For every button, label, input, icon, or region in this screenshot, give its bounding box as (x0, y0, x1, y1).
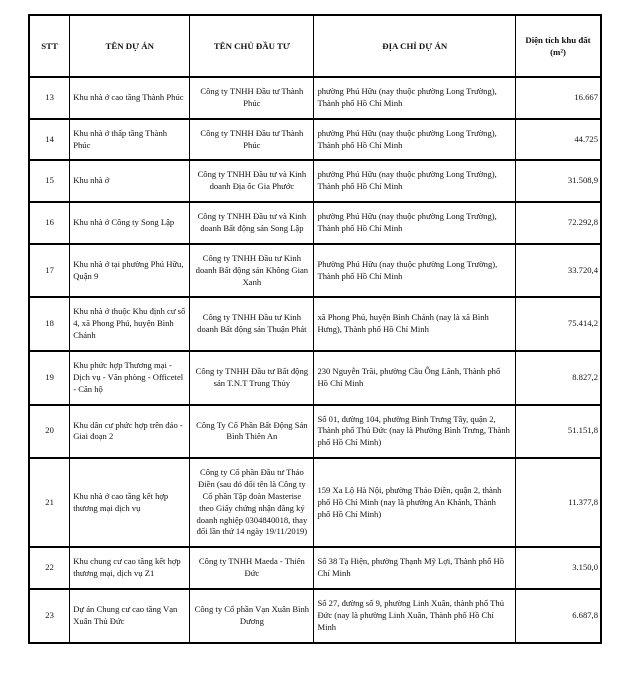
header-area: Diện tích khu đất (m²) (515, 15, 601, 77)
cell-project: Khu nhà ở (70, 160, 190, 202)
table-row (29, 160, 601, 202)
cell-address: phường Phú Hữu (nay thuộc phường Long Trường), Thành phố Hồ Chí Minh (314, 77, 516, 119)
table-body (29, 77, 601, 643)
cell-address: 230 Nguyễn Trãi, phường Cầu Ông Lãnh, Thành phố Hồ Chí Minh (314, 351, 516, 405)
cell-stt: 16 (29, 202, 70, 244)
table-row (29, 351, 601, 405)
table-row (29, 458, 601, 547)
cell-stt: 22 (29, 547, 70, 589)
cell-stt: 19 (29, 351, 70, 405)
cell-project: Khu phức hợp Thương mại - Dịch vụ - Văn phòng - Officetel - Căn hộ (70, 351, 190, 405)
table-row (29, 119, 601, 161)
cell-stt: 13 (29, 77, 70, 119)
cell-stt: 20 (29, 405, 70, 459)
cell-stt: 17 (29, 244, 70, 298)
cell-area: 44.725 (515, 119, 601, 161)
cell-investor: Công ty TNHH Đầu tư Kinh doanh Bất động sản Thuận Phát (190, 297, 314, 351)
cell-area: 72.292,8 (515, 202, 601, 244)
table-row (29, 202, 601, 244)
cell-investor: Công ty TNHH Maeda - Thiên Đức (190, 547, 314, 589)
projects-table (28, 14, 602, 644)
cell-project: Khu chung cư cao tầng kết hợp thương mại, dịch vụ Z1 (70, 547, 190, 589)
cell-area: 6.687,8 (515, 589, 601, 643)
cell-investor: Công ty TNHH Đầu tư và Kinh doanh Địa ốc Gia Phước (190, 160, 314, 202)
cell-investor: Công ty TNHH Đầu tư Thành Phúc (190, 77, 314, 119)
cell-investor: Công ty Cổ phần Đầu tư Thảo Điền (sau đó đổi tên là Công ty Cổ phần Tập đoàn Masterise theo Giấy chứng nhận đăng ký doanh nghiệp 0304840018, thay đổi lần thứ 14 ngày 19/11/2019) (190, 458, 314, 547)
cell-project: Khu nhà ở cao tầng kết hợp thương mại dịch vụ (70, 458, 190, 547)
cell-address: Số 27, đường số 9, phường Linh Xuân, thành phố Thủ Đức (nay là phường Linh Xuân, Thành phố Hồ Chí Minh (314, 589, 516, 643)
header-project: TÊN DỰ ÁN (70, 15, 190, 77)
cell-stt: 21 (29, 458, 70, 547)
header-address: ĐỊA CHỈ DỰ ÁN (314, 15, 516, 77)
cell-area: 16.667 (515, 77, 601, 119)
cell-stt: 18 (29, 297, 70, 351)
header-investor: TÊN CHỦ ĐẦU TƯ (190, 15, 314, 77)
cell-project: Dự án Chung cư cao tầng Vạn Xuân Thủ Đức (70, 589, 190, 643)
cell-address: 159 Xa Lộ Hà Nội, phường Thảo Điền, quận 2, thành phố Hồ Chí Minh (nay là phường An Khánh, Thành phố Hồ Chí Minh) (314, 458, 516, 547)
cell-project: Khu nhà ở thấp tầng Thành Phúc (70, 119, 190, 161)
cell-investor: Công ty TNHH Đầu tư Bất động sản T.N.T Trung Thủy (190, 351, 314, 405)
cell-stt: 14 (29, 119, 70, 161)
cell-address: Phường Phú Hữu (nay thuộc phường Long Trường), Thành phố Hồ Chí Minh (314, 244, 516, 298)
cell-area: 8.827,2 (515, 351, 601, 405)
table-row (29, 297, 601, 351)
cell-address: xã Phong Phú, huyện Bình Chánh (nay là xã Bình Hưng), Thành phố Hồ Chí Minh (314, 297, 516, 351)
cell-area: 11.377,8 (515, 458, 601, 547)
cell-address: Số 01, đường 104, phường Bình Trưng Tây, quận 2, Thành phố Thủ Đức (nay là Phường Bình Trưng, Thành phố Hồ Chí Minh) (314, 405, 516, 459)
header-row (29, 15, 601, 77)
cell-area: 31.508,9 (515, 160, 601, 202)
cell-address: phường Phú Hữu (nay thuộc phường Long Trường), Thành phố Hồ Chí Minh (314, 160, 516, 202)
cell-area: 75.414,2 (515, 297, 601, 351)
cell-area: 51.151,8 (515, 405, 601, 459)
cell-investor: Công Ty Cổ Phần Bất Động Sản Bình Thiên An (190, 405, 314, 459)
table-header (29, 15, 601, 77)
table-row (29, 77, 601, 119)
cell-area: 33.720,4 (515, 244, 601, 298)
table-row (29, 244, 601, 298)
cell-project: Khu nhà ở cao tầng Thành Phúc (70, 77, 190, 119)
cell-stt: 23 (29, 589, 70, 643)
table-row (29, 589, 601, 643)
cell-investor: Công ty TNHH Đầu tư và Kinh doanh Bất động sản Song Lập (190, 202, 314, 244)
table-row (29, 547, 601, 589)
table-row (29, 405, 601, 459)
header-stt: STT (29, 15, 70, 77)
cell-project: Khu dân cư phức hợp trên đảo - Giai đoạn 2 (70, 405, 190, 459)
cell-stt: 15 (29, 160, 70, 202)
cell-address: phường Phú Hữu (nay thuộc phường Long Trường), Thành phố Hồ Chí Minh (314, 119, 516, 161)
cell-investor: Công ty TNHH Đầu tư Kinh doanh Bất động sản Không Gian Xanh (190, 244, 314, 298)
cell-address: Số 38 Tạ Hiện, phường Thạnh Mỹ Lợi, Thành phố Hồ Chí Minh (314, 547, 516, 589)
cell-investor: Công ty Cổ phần Vạn Xuân Bình Dương (190, 589, 314, 643)
cell-project: Khu nhà ở thuộc Khu định cư số 4, xã Phong Phú, huyện Bình Chánh (70, 297, 190, 351)
cell-area: 3.150,0 (515, 547, 601, 589)
cell-investor: Công ty TNHH Đầu tư Thành Phúc (190, 119, 314, 161)
cell-project: Khu nhà ở tại phường Phú Hữu, Quận 9 (70, 244, 190, 298)
cell-address: phường Phú Hữu (nay thuộc phường Long Trường), Thành phố Hồ Chí Minh (314, 202, 516, 244)
cell-project: Khu nhà ở Công ty Song Lập (70, 202, 190, 244)
